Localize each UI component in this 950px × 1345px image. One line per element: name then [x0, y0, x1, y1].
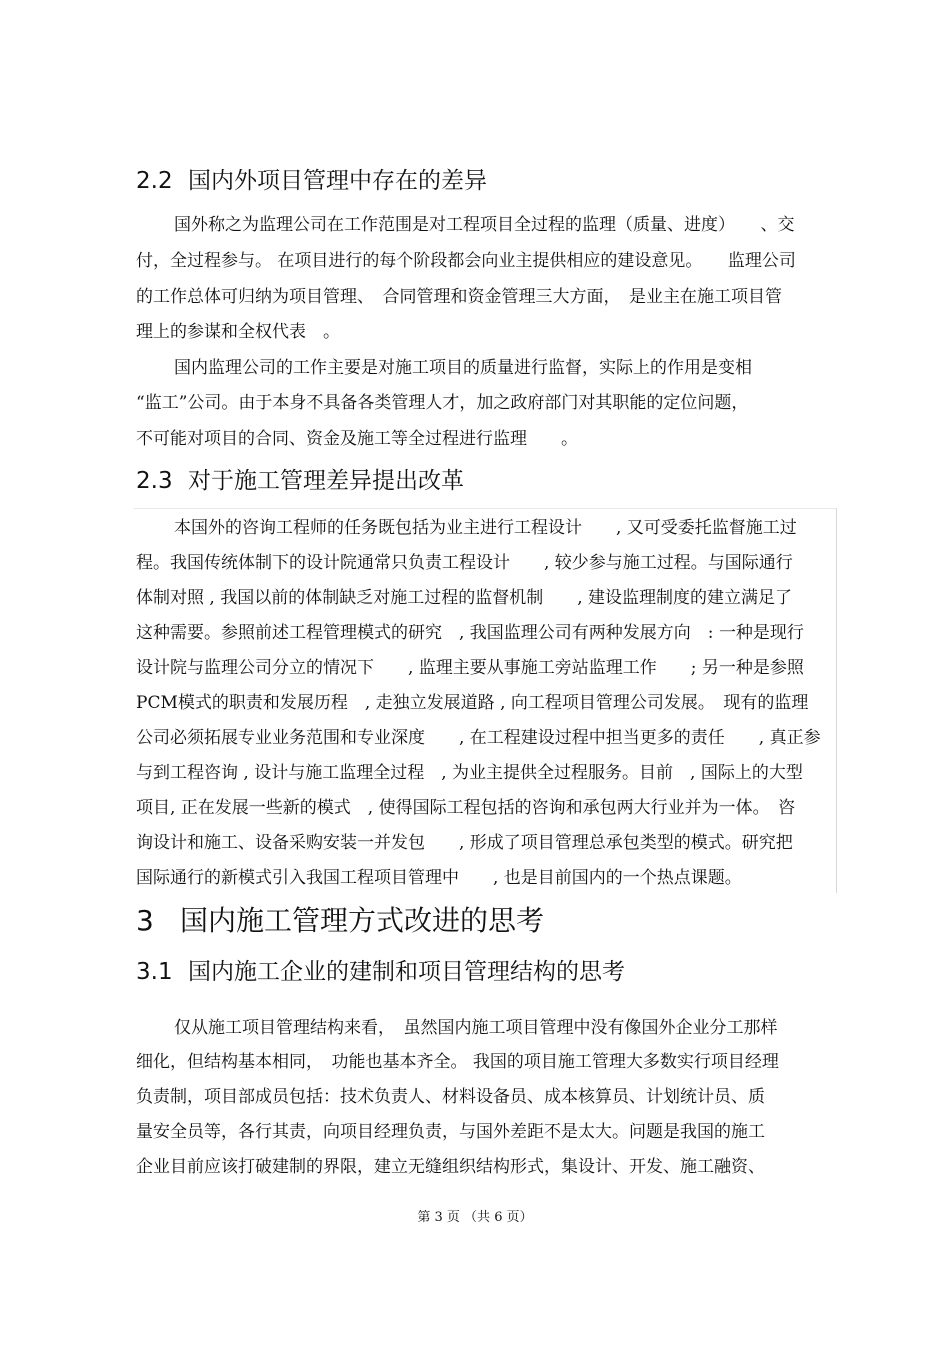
paragraph-line: 的工作总体可归纳为项目管理、 合同管理和资金管理三大方面， 是业主在施工项目管	[136, 287, 782, 307]
paragraph-line: 国内监理公司的工作主要是对施工项目的质量进行监督，实际上的作用是变相	[174, 358, 752, 378]
paragraph-line: 企业目前应该打破建制的界限，建立无缝组织结构形式，集设计、开发、施工融资、	[136, 1157, 765, 1177]
paragraph-line: 量安全员等，各行其责，向项目经理负责，与国外差距不是太大。问题是我国的施工	[136, 1122, 765, 1142]
paragraph-line: 理上的参谋和全权代表 。	[136, 322, 340, 342]
section-number: 3	[136, 904, 154, 937]
paragraph-line: 付，全过程参与。 在项目进行的每个阶段都会向业主提供相应的建设意见。 监理公司	[136, 251, 796, 271]
paragraph-line: 国际通行的新模式引入我国工程项目管理中 , 也是目前国内的一个热点课题。	[136, 868, 742, 888]
section-number: 2.2	[136, 168, 173, 194]
paragraph-line: 负责制，项目部成员包括：技术负责人、材料设备员、成本核算员、计划统计员、质	[136, 1087, 765, 1107]
paragraph-line: 公司必须拓展专业业务范围和专业深度 , 在工程建设过程中担当更多的责任 , 真正参	[136, 728, 821, 748]
section-number: 3.1	[136, 959, 173, 985]
paragraph-line: 询设计和施工、设备采购安装一并发包 , 形成了项目管理总承包类型的模式。研究把	[136, 833, 793, 853]
section-number: 2.3	[136, 468, 173, 494]
paragraph-line: 本国外的咨询工程师的任务既包括为业主进行工程设计 , 又可受委托监督施工过	[174, 518, 797, 538]
section-heading-3-1	[136, 957, 625, 987]
paragraph-line: PCM模式的职责和发展历程 , 走独立发展道路 , 向工程项目管理公司发展。 现有的监理	[136, 693, 809, 713]
paragraph-line: 这种需要。参照前述工程管理模式的研究 , 我国监理公司有两种发展方向 : 一种是现行	[136, 623, 804, 643]
paragraph-line: 不可能对项目的合同、资金及施工等全过程进行监理 。	[136, 429, 578, 449]
paragraph-line: 与到工程咨询 , 设计与施工监理全过程 , 为业主提供全过程服务。目前 , 国际上的大型	[136, 763, 803, 783]
page-footer: 第 3 页 （共 6 页）	[417, 1210, 533, 1225]
section-title: 国内施工管理方式改进的思考	[180, 904, 545, 937]
paragraph-line: 设计院与监理公司分立的情况下 , 监理主要从事施工旁站监理工作 ; 另一种是参照	[136, 658, 804, 678]
paragraph-line: 细化，但结构基本相同， 功能也基本齐全。 我国的项目施工管理大多数实行项目经理	[136, 1052, 779, 1072]
paragraph-line: “监工”公司。由于本身不具备各类管理人才，加之政府部门对其职能的定位问题，	[136, 393, 749, 413]
section-title: 国内外项目管理中存在的差异	[188, 168, 487, 194]
paragraph-line: 仅从施工项目管理结构来看， 虽然国内施工项目管理中没有像国外企业分工那样	[174, 1018, 778, 1038]
paragraph-line: 体制对照 , 我国以前的体制缺乏对施工过程的监督机制 , 建设监理制度的建立满足了	[136, 588, 793, 608]
chapter-heading-3	[136, 904, 544, 938]
section-heading-2-2	[136, 166, 487, 196]
section-title: 国内施工企业的建制和项目管理结构的思考	[188, 959, 625, 985]
paragraph-line: 项目, 正在发展一些新的模式 , 使得国际工程包括的咨询和承包两大行业并为一体。 咨	[136, 798, 796, 818]
section-heading-2-3	[136, 466, 464, 496]
paragraph-line: 国外称之为监理公司在工作范围是对工程项目全过程的监理（质量、进度） 、交	[174, 215, 795, 235]
section-title: 对于施工管理差异提出改革	[188, 468, 464, 494]
paragraph-line: 程。我国传统体制下的设计院通常只负责工程设计 , 较少参与施工过程。与国际通行	[136, 553, 793, 573]
